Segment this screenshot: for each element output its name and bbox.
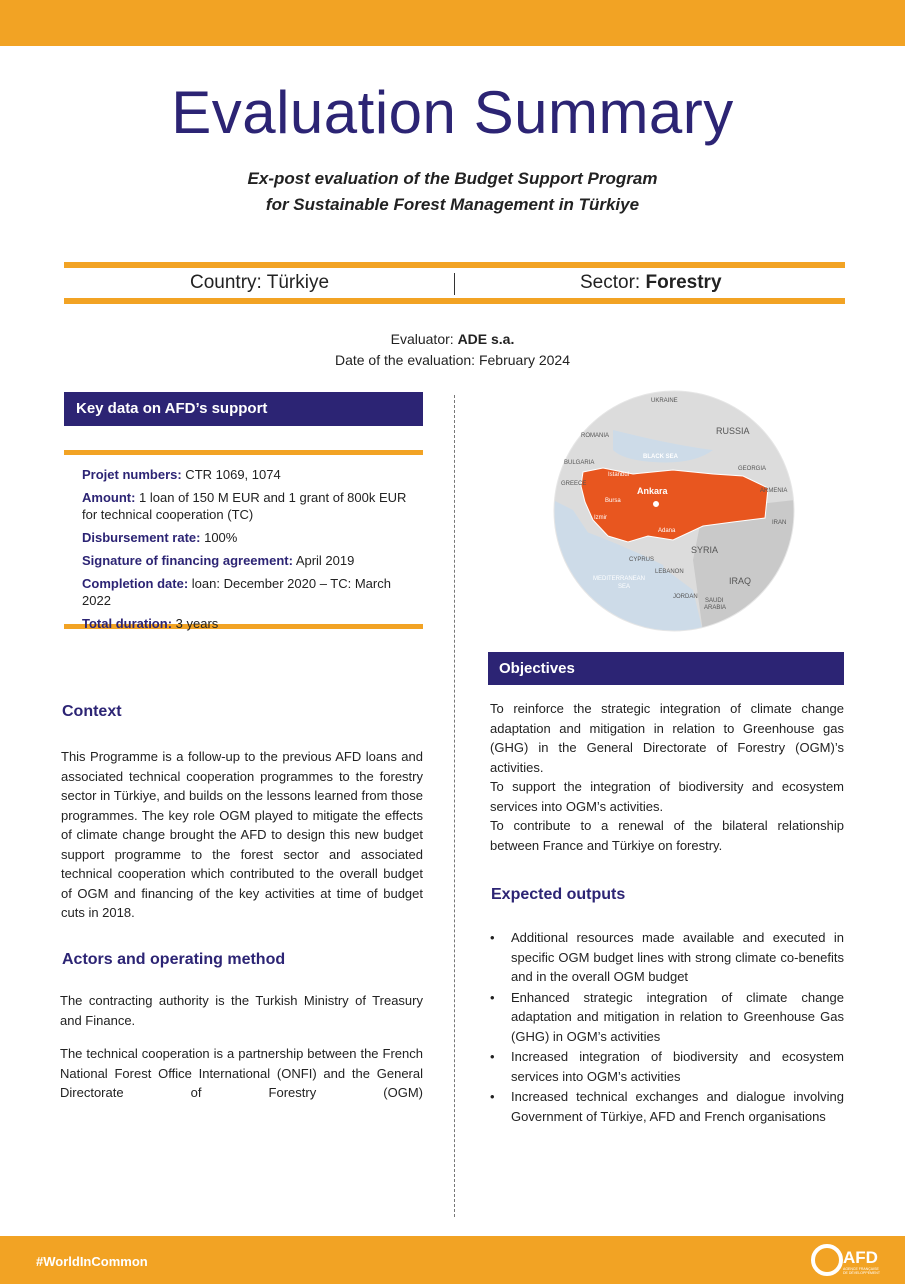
key-data-label: Disbursement rate:: [82, 530, 201, 545]
key-data-box: [64, 450, 423, 629]
outputs-heading: Expected outputs: [491, 886, 626, 903]
map-label-armenia: ARMENIA: [760, 488, 788, 494]
afd-logo-subtext-2: DE DÉVELOPPEMENT: [843, 1271, 880, 1275]
outputs-list: [490, 928, 844, 1127]
afd-logo-text: AFD: [843, 1248, 878, 1267]
key-data-row: [82, 489, 423, 523]
key-data-heading: Key data on AFD’s support: [64, 392, 423, 426]
bullet-icon: •: [490, 930, 495, 945]
map-label-georgia: GEORGIA: [738, 466, 767, 472]
page-title: Evaluation Summary: [171, 79, 734, 146]
actors-text-2: The technical cooperation is a partnership between the French National Forest Office International (ONFI) and the General Directorate of Forestry (OGM): [60, 1046, 423, 1100]
map-label-bulgaria: BULGARIA: [564, 460, 595, 466]
key-data-label: Signature of financing agreement:: [82, 553, 293, 568]
key-data-row: [82, 615, 423, 632]
list-item: [490, 1047, 844, 1086]
map-label-black-sea: BLACK SEA: [643, 454, 679, 460]
key-data-label: Completion date:: [82, 576, 189, 591]
map-label-ukraine: UKRAINE: [651, 398, 678, 404]
map-label-cyprus: CYPRUS: [629, 557, 655, 563]
key-data-value: 100%: [200, 530, 238, 545]
map-label-syria: SYRIA: [691, 545, 719, 555]
context-text: This Programme is a follow-up to the previous AFD loans and associated technical cooperation programmes to the forestry sector in Türkiye, and builds on the lessons learned from those programmes. The key role OGM played to mitigate the effects of climate change brought the AFD to design this new budget support programme to the forest sector and associated technical cooperation which contributed to the overall budget of OGM and financing of the key activities at time of budget cuts in 2018.: [61, 749, 423, 920]
key-data-value: 3 years: [172, 616, 219, 631]
map-label-russia: RUSSIA: [716, 426, 750, 436]
map-label-ankara: Ankara: [637, 486, 668, 496]
objectives-text: [490, 699, 844, 855]
afd-logo: [810, 1242, 890, 1278]
page-subtitle: [0, 166, 905, 218]
key-data-label: Total duration:: [82, 616, 173, 631]
map-label-lebanon: LEBANON: [655, 569, 684, 575]
actors-heading: Actors and operating method: [62, 951, 286, 968]
map-label-iraq: IRAQ: [729, 576, 752, 586]
subtitle-line-1: Ex-post evaluation of the Budget Support Program: [247, 169, 658, 188]
sector-label: [580, 272, 722, 294]
bullet-icon: •: [490, 1089, 495, 1104]
subtitle-line-2: for Sustainable Forest Management in Türkiye: [265, 195, 640, 214]
key-data-value: April 2019: [292, 553, 355, 568]
objective-item: To reinforce the strategic integration of climate change adaptation and mitigation in relation to Greenhouse gas (GHG) in the General Directorate of Forestry (OGM)’s activities.: [490, 701, 844, 775]
list-item: [490, 928, 844, 987]
list-item: [490, 1087, 844, 1126]
key-data-row: [82, 466, 423, 483]
output-text: Increased technical exchanges and dialogue involving Government of Türkiye, AFD and French organisations: [511, 1089, 844, 1124]
map-label-greece: GREECE: [561, 481, 587, 487]
map-label-romania: ROMANIA: [581, 433, 610, 439]
afd-logo-ring-icon: [813, 1246, 841, 1274]
country-sector-bar: [64, 262, 845, 304]
sector-value: Forestry: [645, 272, 722, 293]
output-text: Increased integration of biodiversity and ecosystem services into OGM’s activities: [511, 1049, 844, 1084]
key-data-value: 1 loan of 150 M EUR and 1 grant of 800k EUR for technical cooperation (TC): [82, 490, 407, 522]
list-item: [490, 988, 844, 1047]
map-label-mediterranean: MEDITERRANEAN: [593, 576, 646, 582]
context-heading: Context: [62, 703, 122, 720]
map-label-iran: IRAN: [772, 520, 787, 526]
key-data-label: Projet numbers:: [82, 467, 182, 482]
top-orange-band: [0, 0, 905, 46]
output-text: Additional resources made available and executed in specific OGM budget lines with strong climate co-benefits and in the overall OGM budget: [511, 930, 844, 984]
map-ankara-marker: [652, 500, 660, 508]
key-data-row: [82, 552, 423, 569]
objective-item: To contribute to a renewal of the bilateral relationship between France and Türkiye on forestry.: [490, 818, 844, 853]
key-data-value: CTR 1069, 1074: [181, 467, 281, 482]
hashtag-link[interactable]: #WorldInCommon: [36, 1254, 148, 1269]
country-label: Country: Türkiye: [190, 272, 330, 293]
evaluator-line: [0, 329, 905, 350]
turkey-region-map: [553, 390, 795, 632]
output-text: Enhanced strategic integration of climate change adaptation and mitigation in relation to Greenhouse Gas (GHG) in OGM’s activities: [511, 989, 844, 1044]
bullet-icon: •: [490, 989, 495, 1005]
key-data-row: [82, 575, 423, 609]
key-data-value: loan: December 2020 – TC: March 2022: [82, 576, 391, 608]
evaluator-value: ADE s.a.: [457, 331, 515, 347]
objective-item: To support the integration of biodiversity and ecosystem services into OGM’s activities.: [490, 779, 844, 814]
evaluation-date: Date of the evaluation: February 2024: [334, 352, 571, 368]
map-label-bursa: Bursa: [605, 498, 621, 504]
key-data-row: [82, 529, 423, 546]
map-label-adana: Adana: [658, 528, 676, 534]
map-label-arabia: ARABIA: [704, 605, 727, 611]
key-data-label: Amount:: [82, 490, 136, 505]
objectives-heading: Objectives: [488, 652, 844, 685]
map-label-sea: SEA: [618, 584, 631, 590]
sector-label-prefix: Sector:: [580, 272, 646, 293]
bullet-icon: •: [490, 1049, 495, 1064]
map-label-jordan: JORDAN: [673, 594, 698, 600]
map-label-istanbul: Istanbul: [608, 472, 630, 478]
afd-logo-subtext-1: AGENCE FRANÇAISE: [843, 1267, 879, 1271]
evaluator-label: Evaluator:: [390, 331, 458, 347]
info-bar-divider: [454, 273, 455, 295]
actors-text-1: The contracting authority is the Turkish Ministry of Treasury and Finance.: [60, 993, 423, 1028]
map-label-saudi: SAUDI: [705, 598, 724, 604]
column-divider: [454, 395, 455, 1217]
evaluation-meta: [0, 329, 905, 371]
map-label-izmir: Izmir: [594, 515, 607, 521]
